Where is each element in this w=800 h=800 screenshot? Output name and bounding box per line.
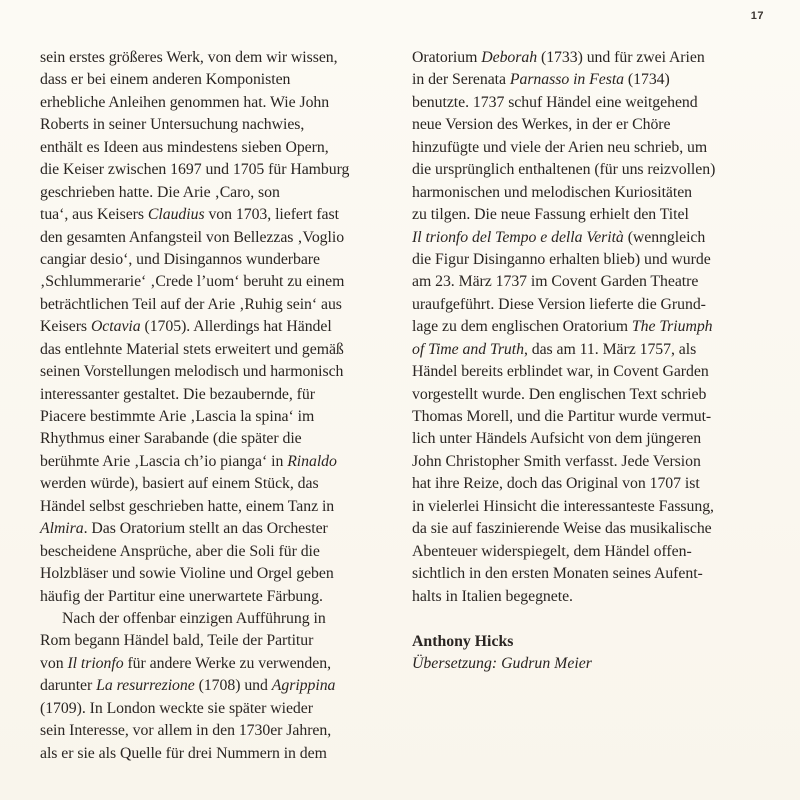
text-run: , das am 11. März 1757, als [523,340,697,358]
text-run: Holzbläser und sowie Violine und Orgel geben [40,565,334,583]
text-run: (wenngleich [623,228,706,246]
text-line [40,428,392,450]
text-run: das entlehnte Material stets erweitert und gemäß [40,340,344,358]
text-run: geschrieben hatte. Die Arie ‚Caro, son [40,183,280,201]
italic-title: Il trionfo del Tempo e della Verità [412,228,624,246]
text-line [412,271,782,293]
text-run: von 1703, liefert fast [204,206,339,224]
text-line [412,428,782,450]
text-line [412,249,782,271]
text-run: tua‘, aus Keisers [40,206,148,224]
text-run: uraufgeführt. Diese Version lieferte die Grund- [412,295,706,313]
text-line [40,47,392,69]
text-run: benutzte. 1737 schuf Händel eine weitgehend [412,93,698,111]
text-run: bescheidene Ansprüche, aber die Soli für die [40,542,320,560]
text-run: (1705). Allerdings hat Händel [140,318,332,336]
text-line [40,204,392,226]
text-line [412,586,782,608]
text-run: darunter [40,677,97,695]
text-line [412,518,782,540]
text-line [40,653,392,675]
text-line [412,227,782,249]
text-run: erhebliche Anleihen genommen hat. Wie John [40,93,330,111]
text-run: (1708) und [194,677,272,695]
italic-title: Parnasso in Festa [509,71,625,89]
text-run: Händel bereits erblindet war, in Covent Garden [412,363,709,381]
text-run: dass er bei einem anderen Komponisten [40,71,291,89]
text-run: Nach der offenbar einzigen Aufführung in [62,609,326,627]
text-line [412,451,782,473]
text-run: interessanter gestaltet. Die bezaubernde, für [40,385,315,403]
text-line [40,227,392,249]
italic-title: La resurrezione [96,677,195,695]
text-run: Thomas Morell, und die Partitur wurde vermut- [412,408,712,425]
text-run: John Christopher Smith verfasst. Jede Version [412,452,701,470]
text-run: sein erstes größeres Werk, von dem wir wissen, [40,49,338,66]
text-run: in der Serenata [412,71,510,89]
text-line [40,720,392,742]
text-run: halts in Italien begegnete. [412,587,573,605]
text-run: hinzufügte und viele der Arien neu schrieb, um [412,138,708,156]
italic-title: Rinaldo [287,452,337,470]
text-run: für andere Werke zu verwenden, [123,654,331,672]
text-run: berühmte Arie ‚Lascia ch’io pianga‘ in [40,452,288,470]
text-line [412,47,782,69]
text-run: den gesamten Anfangsteil von Bellezzas ‚Voglio [40,228,345,246]
text-run: Rhythmus einer Sarabande (die später die [40,430,302,448]
italic-title: Almira [40,520,84,538]
text-line [412,204,782,226]
italic-title: The Triumph [631,318,713,336]
text-line [40,69,392,91]
text-run: Rom begann Händel bald, Teile der Partitur [40,632,314,650]
text-run: beträchtlichen Teil auf der Arie ‚Ruhig sein‘ aus [40,295,342,313]
author-name: Anthony Hicks [412,633,514,650]
text-line [40,249,392,271]
text-line [40,182,392,204]
text-line [412,361,782,383]
text-run: als er sie als Quelle für drei Nummern in dem [40,744,327,762]
text-run: (1709). In London weckte sie später wieder [40,699,313,717]
italic-title: Il trionfo [67,654,124,672]
text-line [40,630,392,652]
text-line [40,608,392,630]
text-line [412,406,782,428]
text-run: werden würde), basiert auf einem Stück, das [40,475,319,493]
text-line [40,675,392,697]
text-run: zu tilgen. Die neue Fassung erhielt den Titel [412,206,689,224]
text-line [40,451,392,473]
text-run: enthält es Ideen aus mindestens sieben Opern, [40,138,329,156]
text-line [40,586,392,608]
text-line [40,294,392,316]
text-run: lich unter Händels Aufsicht von dem jüngeren [412,430,702,448]
text-run: von [40,654,68,672]
text-line [40,361,392,383]
italic-title: Octavia [90,318,141,336]
text-line [40,114,392,136]
text-line [412,294,782,316]
text-run: häufig der Partitur eine unerwartete Färbung. [40,587,323,605]
text-run: Piacere bestimmte Arie ‚Lascia la spina‘ im [40,408,315,425]
text-run: in vielerlei Hinsicht die interessanteste Fassung, [412,497,714,515]
text-line [40,406,392,428]
text-line [412,159,782,181]
text-line [40,473,392,495]
text-run: ‚Schlummerarie‘ ‚Crede l’uom‘ beruht zu einem [40,273,345,291]
text-run: vorgestellt wurde. Den englischen Text schrieb [412,385,707,403]
text-line [412,384,782,406]
text-run: am 23. März 1737 im Covent Garden Theatre [412,273,699,291]
page-number: 17 [750,10,764,22]
text-run: die Figur Disinganno erhalten blieb) und wurde [412,250,711,268]
text-line [40,743,392,765]
text-run: . Das Oratorium stellt an das Orchester [83,520,328,538]
italic-title: Claudius [147,206,205,224]
text-run: (1734) [624,71,670,89]
signature-block [412,631,772,675]
text-line [412,339,782,361]
right-text-column [412,47,782,608]
text-line [412,496,782,518]
text-run: die Keiser zwischen 1697 und 1705 für Hamburg [40,161,350,179]
text-line [412,69,782,91]
text-run: sein Interesse, vor allem in den 1730er Jahren, [40,722,332,740]
text-line [412,182,782,204]
text-line [40,316,392,338]
text-run: Abenteuer widerspiegelt, dem Händel offen- [412,542,692,560]
text-line [40,698,392,720]
italic-title: Deborah [481,49,538,66]
italic-title: of Time and Truth [412,340,524,358]
text-run: Roberts in seiner Untersuchung nachwies, [40,116,305,134]
text-run: die ursprünglich enthaltenen (für uns reizvollen) [412,161,716,179]
text-line [412,473,782,495]
text-line [40,92,392,114]
translator-credit: Übersetzung: Gudrun Meier [412,655,592,672]
text-line [40,563,392,585]
left-text-column [40,47,392,765]
text-line [412,316,782,338]
text-line [40,137,392,159]
text-line [40,159,392,181]
text-line [40,541,392,563]
text-line [412,563,782,585]
text-run: sichtlich in den ersten Monaten seines Aufent- [412,565,703,583]
text-run: da sie auf faszinierende Weise das musikalische [412,520,712,538]
text-run: hat ihre Reize, doch das Original von 1707 ist [412,475,700,493]
text-run: neue Version des Werkes, in der er Chöre [412,116,671,134]
text-line [40,384,392,406]
text-line [412,541,782,563]
text-run: (1733) und für zwei Arien [537,49,705,66]
text-line [40,271,392,293]
text-line [40,518,392,540]
text-run: cangiar desio‘, und Disingannos wunderbare [40,250,320,268]
text-run: lage zu dem englischen Oratorium [412,318,632,336]
text-line [40,339,392,361]
text-run: Keisers [40,318,91,336]
text-line [412,137,782,159]
text-run: Händel selbst geschrieben hatte, einem Tanz in [40,497,335,515]
text-line [412,114,782,136]
text-run: harmonischen und melodischen Kuriositäten [412,183,693,201]
text-run: seinen Vorstellungen melodisch und harmonisch [40,363,344,381]
italic-title: Agrippina [271,677,336,695]
text-line [40,496,392,518]
text-line [412,92,782,114]
text-run: Oratorium [412,49,482,66]
